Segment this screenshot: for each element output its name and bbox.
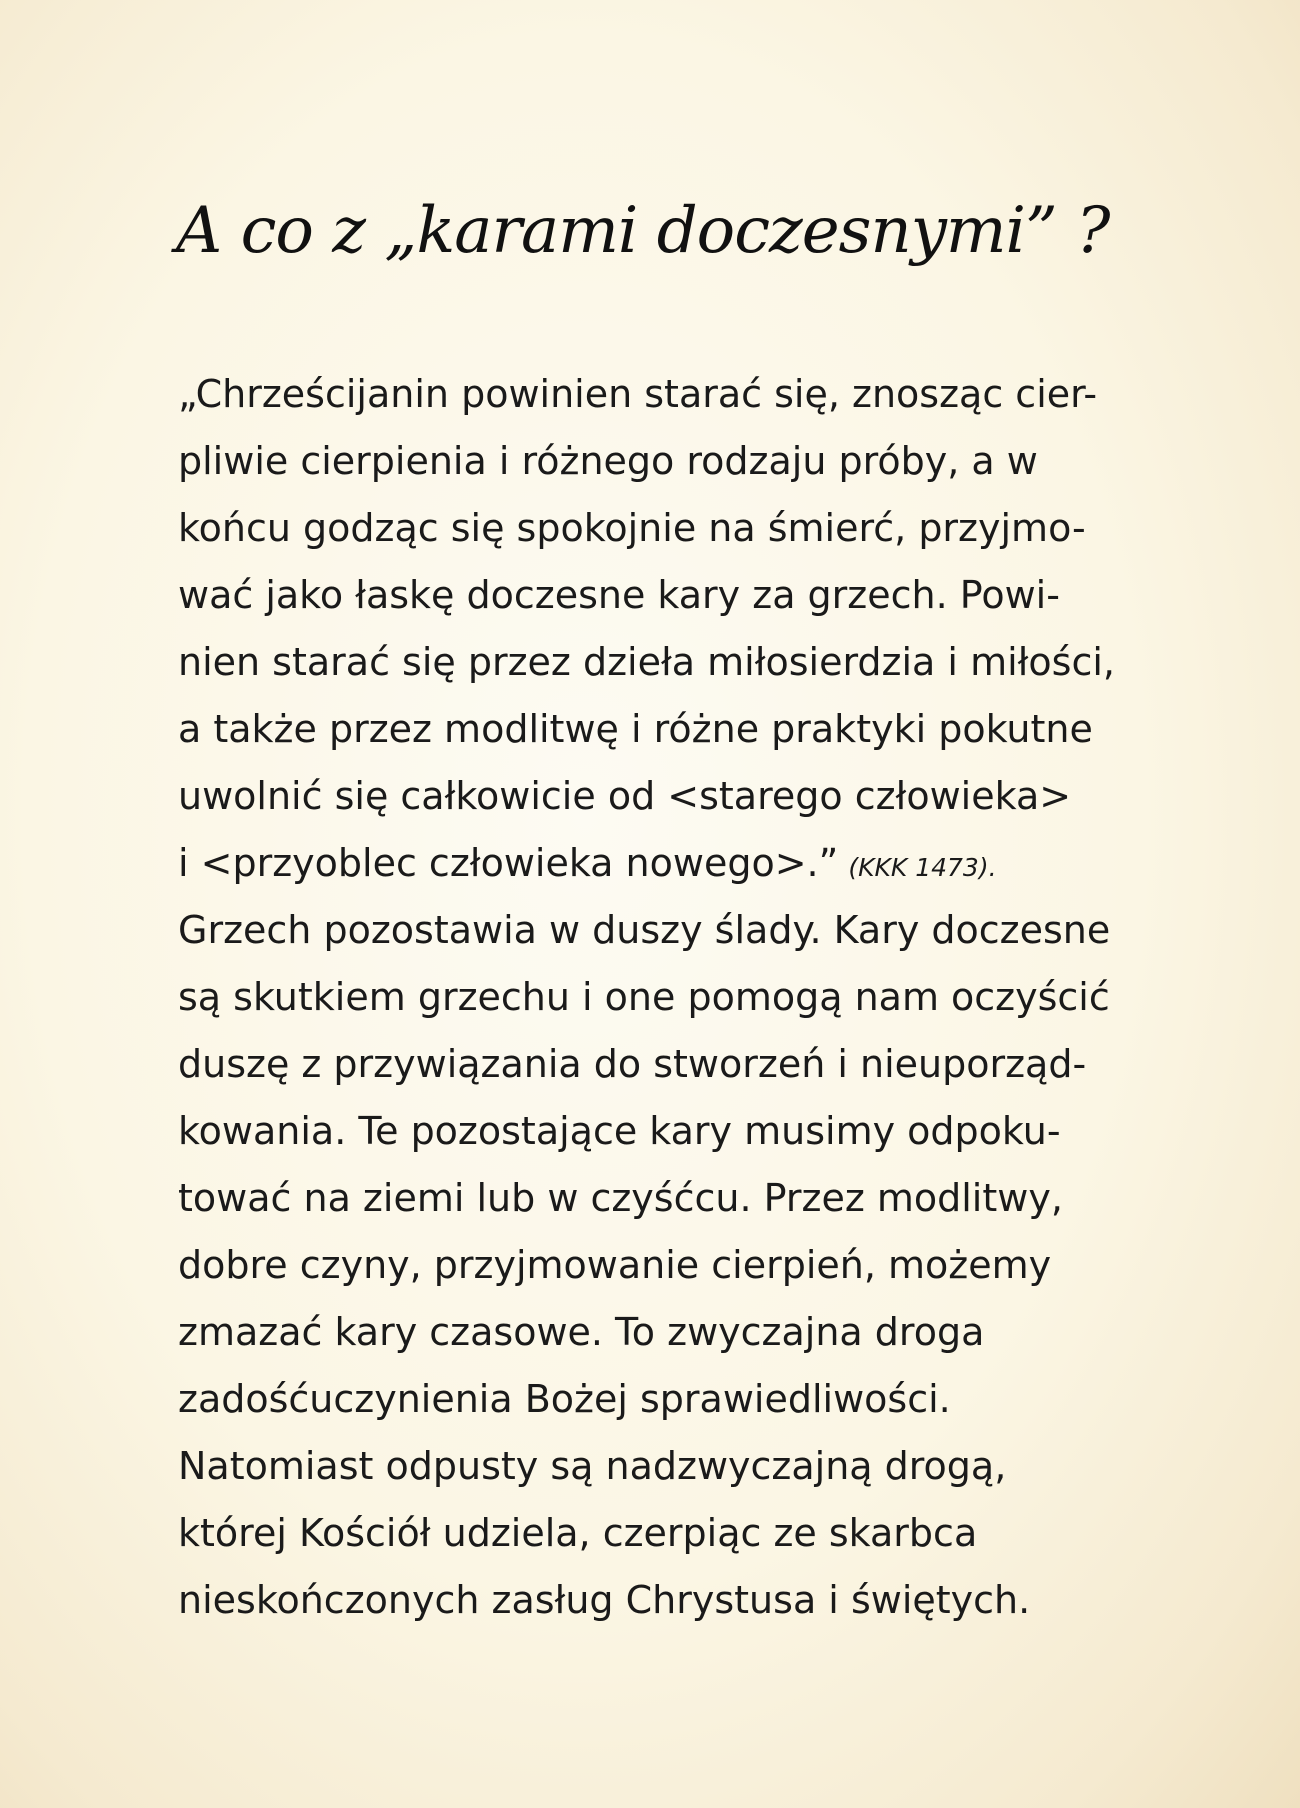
line-text: a także przez modlitwę i różne praktyki pokutne bbox=[178, 707, 1093, 751]
line-text: której Kościół udziela, czerpiąc ze skarbca bbox=[178, 1511, 978, 1555]
line-text: nieskończonych zasług Chrystusa i świętych. bbox=[178, 1578, 1031, 1622]
line-text: są skutkiem grzechu i one pomogą nam oczyścić bbox=[178, 975, 1110, 1019]
text-line bbox=[178, 1500, 1178, 1567]
citation: (KKK 1473). bbox=[848, 853, 997, 882]
text-line bbox=[178, 1299, 1178, 1366]
text-line bbox=[178, 1165, 1178, 1232]
text-line bbox=[178, 361, 1178, 428]
body-text bbox=[178, 361, 1178, 1634]
line-text: końcu godząc się spokojnie na śmierć, przyjmo- bbox=[178, 506, 1086, 550]
line-text: zadośćuczynienia Bożej sprawiedliwości. bbox=[178, 1377, 951, 1421]
line-text: pliwie cierpienia i różnego rodzaju próby, a w bbox=[178, 439, 1038, 483]
text-line bbox=[178, 830, 1178, 897]
text-line bbox=[178, 763, 1178, 830]
text-line bbox=[178, 1098, 1178, 1165]
text-line bbox=[178, 629, 1178, 696]
line-text: „Chrześcijanin powinien starać się, znosząc cier- bbox=[178, 372, 1098, 416]
text-line bbox=[178, 696, 1178, 763]
text-line bbox=[178, 495, 1178, 562]
line-text: tować na ziemi lub w czyśćcu. Przez modlitwy, bbox=[178, 1176, 1063, 1220]
line-text: wać jako łaskę doczesne kary za grzech. Powi- bbox=[178, 573, 1060, 617]
page-title: A co z „karami doczesnymi” ? bbox=[176, 194, 1110, 268]
text-line bbox=[178, 562, 1178, 629]
text-line bbox=[178, 428, 1178, 495]
line-text: i <przyoblec człowieka nowego>.” bbox=[178, 841, 839, 885]
text-line bbox=[178, 1031, 1178, 1098]
text-line bbox=[178, 1232, 1178, 1299]
text-line bbox=[178, 1567, 1178, 1634]
line-text: duszę z przywiązania do stworzeń i nieuporząd- bbox=[178, 1042, 1087, 1086]
text-line bbox=[178, 1366, 1178, 1433]
text-line bbox=[178, 964, 1178, 1031]
line-text: nien starać się przez dzieła miłosierdzia i miłości, bbox=[178, 640, 1116, 684]
line-text: dobre czyny, przyjmowanie cierpień, możemy bbox=[178, 1243, 1052, 1287]
line-text: uwolnić się całkowicie od <starego człowieka> bbox=[178, 774, 1072, 818]
text-line bbox=[178, 1433, 1178, 1500]
line-text: Grzech pozostawia w duszy ślady. Kary doczesne bbox=[178, 908, 1111, 952]
line-text: Natomiast odpusty są nadzwyczajną drogą, bbox=[178, 1444, 1007, 1488]
line-text: zmazać kary czasowe. To zwyczajna droga bbox=[178, 1310, 985, 1354]
text-line bbox=[178, 897, 1178, 964]
line-text: kowania. Te pozostające kary musimy odpoku- bbox=[178, 1109, 1061, 1153]
